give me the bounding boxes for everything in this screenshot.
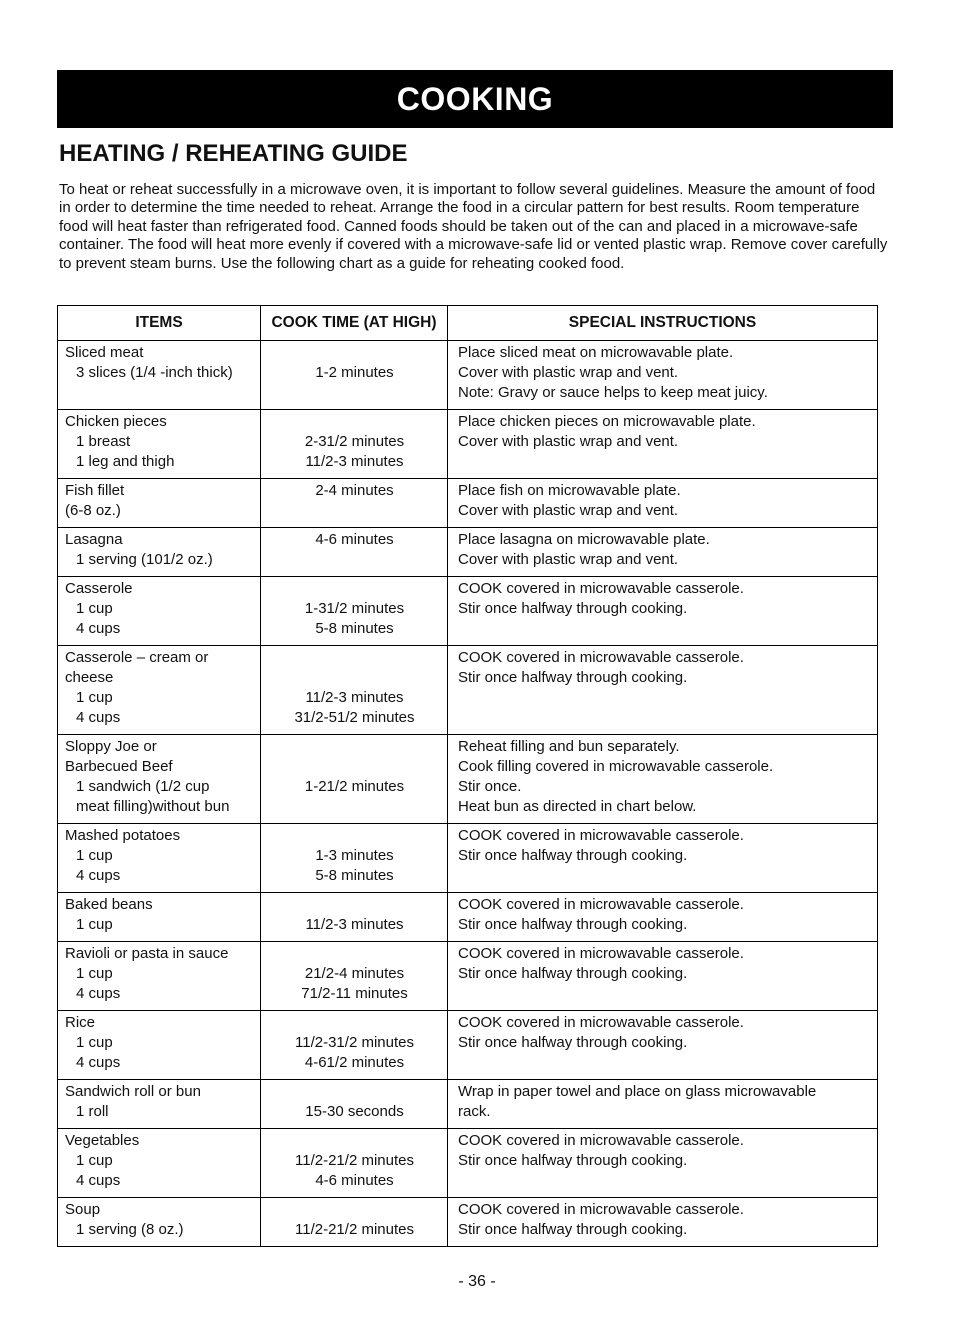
column-header-special-instructions: SPECIAL INSTRUCTIONS xyxy=(448,306,878,341)
item-line: 1 cup xyxy=(76,689,113,706)
item-line: 1 cup xyxy=(76,1152,113,1169)
table-row xyxy=(58,646,878,735)
instructions-cell xyxy=(448,577,878,646)
item-line: Barbecued Beef xyxy=(65,758,173,775)
item-line: Soup xyxy=(65,1201,101,1218)
cook-time-cell xyxy=(261,893,448,942)
item-line: (6-8 oz.) xyxy=(65,502,121,519)
item-line: Chicken pieces xyxy=(65,413,167,430)
instructions-cell xyxy=(448,410,878,479)
cook-time-line: 11/2-21/2 minutes xyxy=(295,1152,414,1169)
table-body xyxy=(58,341,878,1247)
column-header-cook-time: COOK TIME (AT HIGH) xyxy=(261,306,448,341)
item-cell xyxy=(58,528,261,577)
instruction-line: Wrap in paper towel and place on glass microwavable xyxy=(458,1083,817,1100)
item-line: 1 serving (101/2 oz.) xyxy=(76,551,213,568)
item-cell xyxy=(58,942,261,1011)
item-cell xyxy=(58,1129,261,1198)
table-row xyxy=(58,410,878,479)
item-line: Sloppy Joe or xyxy=(65,738,157,755)
instruction-line: Stir once. xyxy=(458,778,522,795)
instruction-line: COOK covered in microwavable casserole. xyxy=(458,896,744,913)
cook-time-cell xyxy=(261,646,448,735)
cook-time-cell xyxy=(261,1080,448,1129)
cook-time-line: 4-6 minutes xyxy=(315,1172,394,1189)
cook-time-line: 11/2-3 minutes xyxy=(305,689,404,706)
cook-time-cell xyxy=(261,1011,448,1080)
instruction-line: Note: Gravy or sauce helps to keep meat juicy. xyxy=(458,384,768,401)
item-line: meat filling)without bun xyxy=(76,798,230,815)
instruction-line: COOK covered in microwavable casserole. xyxy=(458,1014,744,1031)
instruction-line: Stir once halfway through cooking. xyxy=(458,1152,688,1169)
table-row xyxy=(58,942,878,1011)
cook-time-line: 11/2-31/2 minutes xyxy=(295,1034,414,1051)
instruction-line: Cover with plastic wrap and vent. xyxy=(458,502,679,519)
item-cell xyxy=(58,1011,261,1080)
table-row xyxy=(58,735,878,824)
table-row xyxy=(58,528,878,577)
cook-time-line: 11/2-3 minutes xyxy=(305,916,404,933)
cook-time-cell xyxy=(261,528,448,577)
instruction-line: COOK covered in microwavable casserole. xyxy=(458,945,744,962)
cook-time-line: 11/2-3 minutes xyxy=(305,453,404,470)
instruction-line: COOK covered in microwavable casserole. xyxy=(458,827,744,844)
instructions-cell xyxy=(448,1129,878,1198)
cook-time-line: 2-31/2 minutes xyxy=(304,433,405,450)
cook-time-line: 71/2-11 minutes xyxy=(301,985,408,1002)
item-line: 1 cup xyxy=(76,600,113,617)
item-cell xyxy=(58,479,261,528)
item-line: 3 slices (1/4 -inch thick) xyxy=(76,364,233,381)
item-cell xyxy=(58,1198,261,1247)
item-line: 4 cups xyxy=(76,1172,121,1189)
table-row xyxy=(58,1080,878,1129)
item-line: 4 cups xyxy=(76,985,121,1002)
item-line: Fish fillet xyxy=(65,482,125,499)
table-header-row xyxy=(58,306,878,341)
instructions-cell xyxy=(448,735,878,824)
instruction-line: Stir once halfway through cooking. xyxy=(458,669,688,686)
item-line: 4 cups xyxy=(76,709,121,726)
item-line: Sliced meat xyxy=(65,344,144,361)
item-line: Mashed potatoes xyxy=(65,827,181,844)
item-line: 1 serving (8 oz.) xyxy=(76,1221,184,1238)
instruction-line: Cover with plastic wrap and vent. xyxy=(458,433,679,450)
reheating-guide-table xyxy=(57,305,878,1247)
instruction-line: Stir once halfway through cooking. xyxy=(458,600,688,617)
cook-time-line: 5-8 minutes xyxy=(315,620,394,637)
cook-time-line: 2-4 minutes xyxy=(315,482,394,499)
cook-time-cell xyxy=(261,1129,448,1198)
item-line: 1 sandwich (1/2 cup xyxy=(76,778,210,795)
item-line: 1 cup xyxy=(76,847,113,864)
cook-time-cell xyxy=(261,942,448,1011)
instruction-line: Cover with plastic wrap and vent. xyxy=(458,551,679,568)
item-line: Ravioli or pasta in sauce xyxy=(65,945,229,962)
instructions-cell xyxy=(448,528,878,577)
table-row xyxy=(58,577,878,646)
item-line: 1 cup xyxy=(76,965,113,982)
cook-time-line: 21/2-4 minutes xyxy=(304,965,405,982)
instruction-line: COOK covered in microwavable casserole. xyxy=(458,580,744,597)
instructions-cell xyxy=(448,824,878,893)
cook-time-cell xyxy=(261,735,448,824)
table-row xyxy=(58,1198,878,1247)
cook-time-line: 11/2-21/2 minutes xyxy=(295,1221,414,1238)
item-line: Casserole xyxy=(65,580,133,597)
item-line: 1 cup xyxy=(76,916,113,933)
cook-time-line: 1-2 minutes xyxy=(315,364,394,381)
table-row xyxy=(58,479,878,528)
item-cell xyxy=(58,735,261,824)
item-cell xyxy=(58,341,261,410)
item-cell xyxy=(58,893,261,942)
column-header-items: ITEMS xyxy=(58,306,261,341)
item-line: Baked beans xyxy=(65,896,153,913)
instructions-cell xyxy=(448,1198,878,1247)
instruction-line: Cover with plastic wrap and vent. xyxy=(458,364,679,381)
table-row xyxy=(58,893,878,942)
instruction-line: Place lasagna on microwavable plate. xyxy=(458,531,710,548)
item-cell xyxy=(58,577,261,646)
item-cell xyxy=(58,1080,261,1129)
instructions-cell xyxy=(448,942,878,1011)
cook-time-cell xyxy=(261,410,448,479)
intro-paragraph: To heat or reheat successfully in a microwave oven, it is important to follow several guidelines. Measure the amount of food in order to determine the time needed to reheat. Arrange the food in a circular pattern for best results. Room temperature food will heat faster than refrigerated food. Canned foods should be taken out of the can and placed in a microwave-safe container. The food will heat more evenly if covered with a microwave-safe lid or vented plastic wrap. Remove cover carefully to prevent steam burns. Use the following chart as a guide for reheating cooked food. xyxy=(59,181,888,272)
section-banner: COOKING xyxy=(57,70,893,128)
cook-time-cell xyxy=(261,577,448,646)
item-line: 4 cups xyxy=(76,620,121,637)
cook-time-cell xyxy=(261,824,448,893)
cook-time-line: 5-8 minutes xyxy=(315,867,394,884)
instruction-line: Place chicken pieces on microwavable plate. xyxy=(458,413,756,430)
item-line: Rice xyxy=(65,1014,96,1031)
instruction-line: rack. xyxy=(458,1103,491,1120)
instruction-line: Stir once halfway through cooking. xyxy=(458,965,688,982)
item-line: 4 cups xyxy=(76,867,121,884)
instructions-cell xyxy=(448,479,878,528)
item-line: Sandwich roll or bun xyxy=(65,1083,201,1100)
cook-time-line: 15-30 seconds xyxy=(305,1103,404,1120)
item-cell xyxy=(58,410,261,479)
cook-time-line: 4-6 minutes xyxy=(315,531,394,548)
cook-time-cell xyxy=(261,1198,448,1247)
page-number: - 36 - xyxy=(458,1273,496,1290)
cook-time-cell xyxy=(261,341,448,410)
item-line: Lasagna xyxy=(65,531,123,548)
table-row xyxy=(58,824,878,893)
instruction-line: Stir once halfway through cooking. xyxy=(458,1221,688,1238)
table-row xyxy=(58,341,878,410)
item-line: Casserole – cream or xyxy=(65,649,209,666)
instructions-cell xyxy=(448,893,878,942)
cook-time-line: 4-61/2 minutes xyxy=(304,1054,405,1071)
item-line: 1 leg and thigh xyxy=(76,453,175,470)
instruction-line: Place sliced meat on microwavable plate. xyxy=(458,344,734,361)
instructions-cell xyxy=(448,1011,878,1080)
instruction-line: Stir once halfway through cooking. xyxy=(458,847,688,864)
item-line: 1 cup xyxy=(76,1034,113,1051)
instruction-line: Stir once halfway through cooking. xyxy=(458,916,688,933)
item-cell xyxy=(58,646,261,735)
cook-time-line: 1-21/2 minutes xyxy=(304,778,405,795)
cook-time-cell xyxy=(261,479,448,528)
page-title: HEATING / REHEATING GUIDE xyxy=(59,140,408,167)
instruction-line: Heat bun as directed in chart below. xyxy=(458,798,697,815)
item-line: cheese xyxy=(65,669,114,686)
instruction-line: Place fish on microwavable plate. xyxy=(458,482,681,499)
instruction-line: Stir once halfway through cooking. xyxy=(458,1034,688,1051)
instructions-cell xyxy=(448,341,878,410)
cook-time-line: 31/2-51/2 minutes xyxy=(294,709,415,726)
instruction-line: COOK covered in microwavable casserole. xyxy=(458,1201,744,1218)
instruction-line: COOK covered in microwavable casserole. xyxy=(458,1132,744,1149)
cook-time-line: 1-3 minutes xyxy=(315,847,394,864)
item-line: 4 cups xyxy=(76,1054,121,1071)
instruction-line: Cook filling covered in microwavable casserole. xyxy=(458,758,774,775)
instructions-cell xyxy=(448,646,878,735)
cook-time-line: 1-31/2 minutes xyxy=(304,600,405,617)
instruction-line: Reheat filling and bun separately. xyxy=(458,738,680,755)
item-line: Vegetables xyxy=(65,1132,140,1149)
item-line: 1 roll xyxy=(76,1103,109,1120)
table-row xyxy=(58,1129,878,1198)
instruction-line: COOK covered in microwavable casserole. xyxy=(458,649,744,666)
table-row xyxy=(58,1011,878,1080)
instructions-cell xyxy=(448,1080,878,1129)
item-cell xyxy=(58,824,261,893)
item-line: 1 breast xyxy=(76,433,131,450)
